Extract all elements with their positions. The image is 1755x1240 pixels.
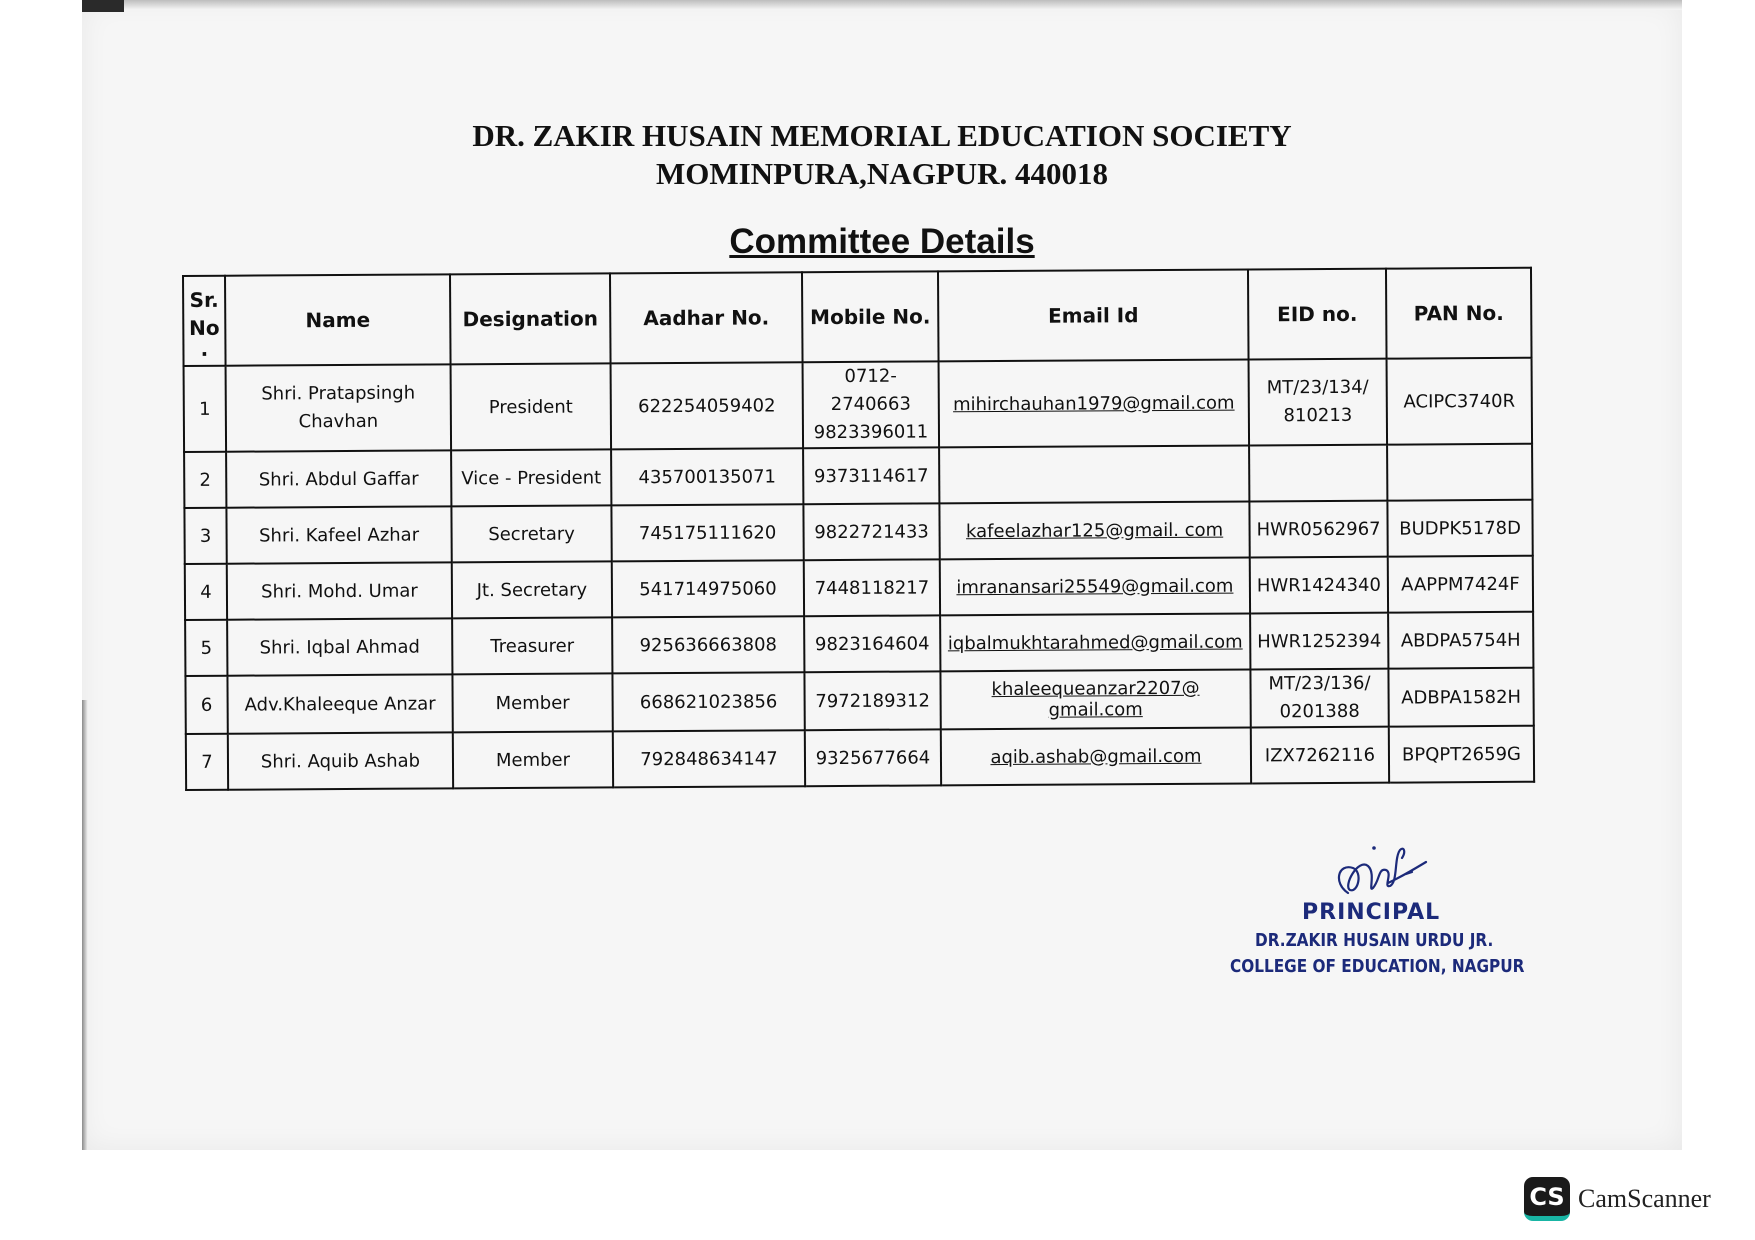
cell-eid-line1: MT/23/134/ — [1266, 376, 1369, 399]
cell-pan — [1387, 444, 1532, 501]
cell-mobile: 9373114617 — [803, 447, 939, 504]
header-designation: Designation — [450, 273, 611, 364]
email-link[interactable]: khaleequeanzar2207@ gmail.com — [991, 677, 1200, 721]
cell-pan: ABDPA5754H — [1388, 612, 1533, 669]
camscanner-logo-icon: CS — [1524, 1177, 1570, 1221]
cell-aadhar: 622254059402 — [611, 362, 804, 449]
header-sr-line1: Sr. — [189, 287, 219, 312]
cell-name: Adv.Khaleeque Anzar — [227, 674, 452, 733]
cell-sr: 4 — [185, 564, 227, 620]
email-link[interactable]: mihirchauhan1979@gmail.com — [952, 392, 1235, 415]
scan-shadow-top — [82, 0, 1682, 10]
cell-email — [940, 613, 1250, 671]
committee-table — [182, 267, 1535, 791]
stamp-line2: COLLEGE OF EDUCATION, NAGPUR — [1230, 956, 1525, 977]
cell-name: Shri. Kafeel Azhar — [226, 506, 451, 563]
cell-aadhar: 792848634147 — [613, 730, 805, 787]
cell-designation: Member — [453, 731, 613, 788]
email-link[interactable]: aqib.ashab@gmail.com — [990, 745, 1202, 768]
cell-eid — [1249, 359, 1388, 446]
cell-name — [226, 364, 452, 451]
cell-mobile-line2: 9823396011 — [813, 421, 929, 444]
table-header-row — [183, 268, 1532, 366]
email-link[interactable]: iqbalmukhtarahmed@gmail.com — [947, 631, 1243, 654]
cell-sr: 6 — [185, 676, 227, 734]
header-eid: EID no. — [1248, 269, 1387, 360]
cell-designation: President — [451, 363, 612, 450]
document-title: Committee Details — [729, 222, 1035, 261]
table-row — [185, 612, 1533, 676]
cell-aadhar: 745175111620 — [611, 504, 803, 561]
cell-eid: HWR1424340 — [1250, 557, 1388, 614]
cell-eid: IZX7262116 — [1251, 727, 1389, 784]
org-address: MOMINPURA,NAGPUR. 440018 — [655, 156, 1109, 191]
table-row — [184, 444, 1532, 508]
cell-designation: Secretary — [451, 505, 611, 562]
cell-mobile: 7972189312 — [804, 671, 940, 730]
cell-mobile: 9823164604 — [804, 615, 940, 672]
stamp-title: PRINCIPAL — [1302, 900, 1441, 925]
scan-corner-mark — [82, 0, 124, 12]
cell-name: Shri. Abdul Gaffar — [226, 450, 451, 507]
cell-designation: Treasurer — [452, 617, 612, 674]
cell-eid-line2: 0201388 — [1279, 700, 1360, 723]
cell-email — [941, 727, 1251, 785]
cell-eid-line2: 810213 — [1283, 404, 1353, 427]
table-row — [185, 668, 1533, 734]
cell-eid — [1249, 445, 1387, 502]
cell-aadhar: 668621023856 — [612, 672, 804, 731]
cell-designation: Jt. Secretary — [452, 561, 612, 618]
cell-mobile — [803, 361, 940, 448]
cell-pan: AAPPM7424F — [1388, 556, 1533, 613]
cell-aadhar: 541714975060 — [612, 560, 804, 617]
header-aadhar: Aadhar No. — [610, 272, 803, 363]
cell-email — [939, 501, 1249, 559]
cell-aadhar: 435700135071 — [611, 448, 803, 505]
table-row — [184, 500, 1532, 564]
cell-eid — [1250, 669, 1388, 728]
email-link[interactable]: imranansari25549@gmail.com — [956, 575, 1234, 598]
cell-sr: 1 — [184, 366, 227, 452]
cell-mobile: 9822721433 — [803, 503, 939, 560]
header-sr-line3: . — [200, 336, 209, 361]
table-row — [184, 358, 1533, 452]
cell-eid-line1: MT/23/136/ — [1268, 672, 1371, 695]
header-mobile: Mobile No. — [802, 271, 939, 362]
table-row — [185, 556, 1533, 620]
stamp-line1: DR.ZAKIR HUSAIN URDU JR. — [1255, 930, 1494, 951]
header-sr-no — [183, 276, 226, 366]
cell-pan: BPQPT2659G — [1389, 726, 1534, 783]
cell-email — [939, 359, 1250, 447]
cell-name: Shri. Iqbal Ahmad — [227, 618, 452, 675]
cell-email — [940, 669, 1250, 729]
cell-sr: 2 — [184, 452, 226, 508]
cell-pan: ADBPA1582H — [1388, 668, 1533, 727]
principal-signature — [1328, 838, 1428, 908]
cell-designation: Vice - President — [451, 449, 611, 506]
header-pan: PAN No. — [1386, 268, 1532, 359]
cell-eid: HWR1252394 — [1250, 613, 1388, 670]
cell-pan: BUDPK5178D — [1387, 500, 1532, 557]
email-link[interactable]: kafeelazhar125@gmail. com — [965, 519, 1224, 542]
cell-sr: 7 — [186, 734, 228, 790]
cell-designation: Member — [452, 673, 612, 732]
org-name: DR. ZAKIR HUSAIN MEMORIAL EDUCATION SOCIETY — [472, 118, 1292, 153]
cell-mobile: 7448118217 — [804, 559, 940, 616]
cell-pan: ACIPC3740R — [1387, 358, 1533, 445]
cell-mobile: 9325677664 — [805, 729, 941, 786]
cell-aadhar: 925636663808 — [612, 616, 804, 673]
cell-name: Shri. Aquib Ashab — [228, 732, 453, 789]
camscanner-watermark: CamScanner — [1578, 1184, 1711, 1213]
header-sr-line2: No — [189, 315, 220, 340]
table-row — [186, 726, 1534, 790]
cell-name-line2: Chavhan — [298, 410, 379, 433]
scan-shadow-left — [82, 700, 88, 1150]
cell-mobile-line1: 0712-2740663 — [830, 365, 911, 416]
cell-email — [939, 445, 1249, 503]
header-name: Name — [225, 274, 451, 365]
cell-sr: 3 — [184, 508, 226, 564]
cell-name: Shri. Mohd. Umar — [227, 562, 452, 619]
cell-sr: 5 — [185, 620, 227, 676]
cell-name-line1: Shri. Pratapsingh — [261, 382, 416, 405]
header-email: Email Id — [938, 269, 1249, 361]
cell-eid: HWR0562967 — [1249, 501, 1387, 558]
cell-email — [940, 557, 1250, 615]
